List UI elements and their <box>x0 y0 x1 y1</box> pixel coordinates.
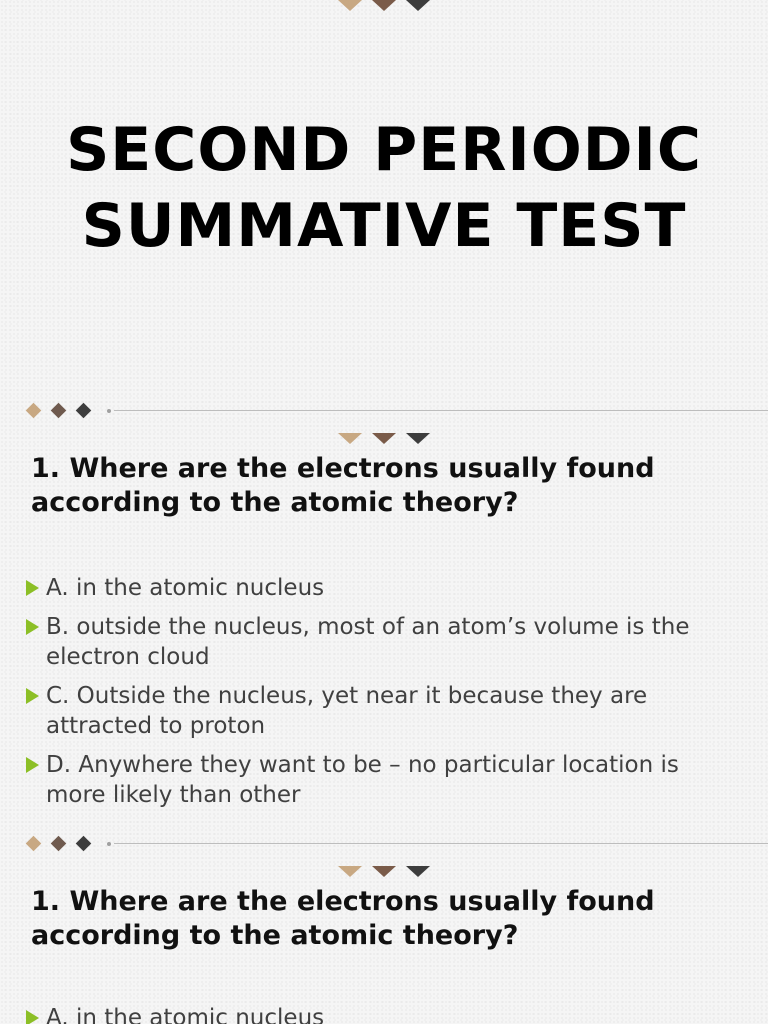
diamond-divider-icon <box>76 403 92 419</box>
divider-dot <box>107 409 111 413</box>
option-text: B. outside the nucleus, most of an atom’s volume is the electron cloud <box>46 614 690 670</box>
option-text: A. in the atomic nucleus <box>46 575 325 601</box>
triangle-ornament-icon <box>372 0 396 11</box>
question-text: 1. Where are the electrons usually found according to the atomic theory? <box>31 886 655 951</box>
option-text: C. Outside the nucleus, yet near it because they are attracted to proton <box>46 683 648 739</box>
diamond-divider-icon <box>26 403 42 419</box>
title-line-2: SUMMATIVE TEST <box>81 191 687 261</box>
triangle-ornament-icon <box>338 866 362 877</box>
option-a <box>24 1003 744 1024</box>
triangle-ornament-icon <box>406 433 430 444</box>
page-title <box>0 112 768 264</box>
option-text: A. in the atomic nucleus <box>46 1005 325 1024</box>
triangle-ornament-icon <box>372 866 396 877</box>
triangle-ornament-icon <box>338 0 362 11</box>
title-line-1: SECOND PERIODIC <box>66 115 702 185</box>
divider-line <box>114 410 768 411</box>
slide-divider <box>24 403 768 419</box>
triangle-bullet-icon <box>26 619 39 635</box>
diamond-divider-icon <box>51 403 67 419</box>
option-b <box>24 612 744 672</box>
triangle-bullet-icon <box>26 1010 39 1024</box>
divider-line <box>114 843 768 844</box>
triangle-bullet-icon <box>26 757 39 773</box>
triangle-bullet-icon <box>26 580 39 596</box>
answer-options <box>24 573 744 819</box>
triangle-ornament-icon <box>406 0 430 11</box>
diamond-divider-icon <box>76 836 92 852</box>
slide-ornament <box>338 866 430 877</box>
option-d <box>24 750 744 810</box>
slide-ornament <box>338 433 430 444</box>
diamond-divider-icon <box>26 836 42 852</box>
option-text: D. Anywhere they want to be – no particular location is more likely than other <box>46 752 679 808</box>
triangle-ornament-icon <box>372 433 396 444</box>
slide-divider <box>24 836 768 852</box>
option-a <box>24 573 744 603</box>
triangle-ornament-icon <box>406 866 430 877</box>
option-c <box>24 681 744 741</box>
diamond-divider-icon <box>51 836 67 852</box>
divider-dot <box>107 842 111 846</box>
top-ornament <box>338 0 430 11</box>
question-text: 1. Where are the electrons usually found according to the atomic theory? <box>31 453 655 518</box>
triangle-ornament-icon <box>338 433 362 444</box>
triangle-bullet-icon <box>26 688 39 704</box>
answer-options <box>24 1003 744 1024</box>
